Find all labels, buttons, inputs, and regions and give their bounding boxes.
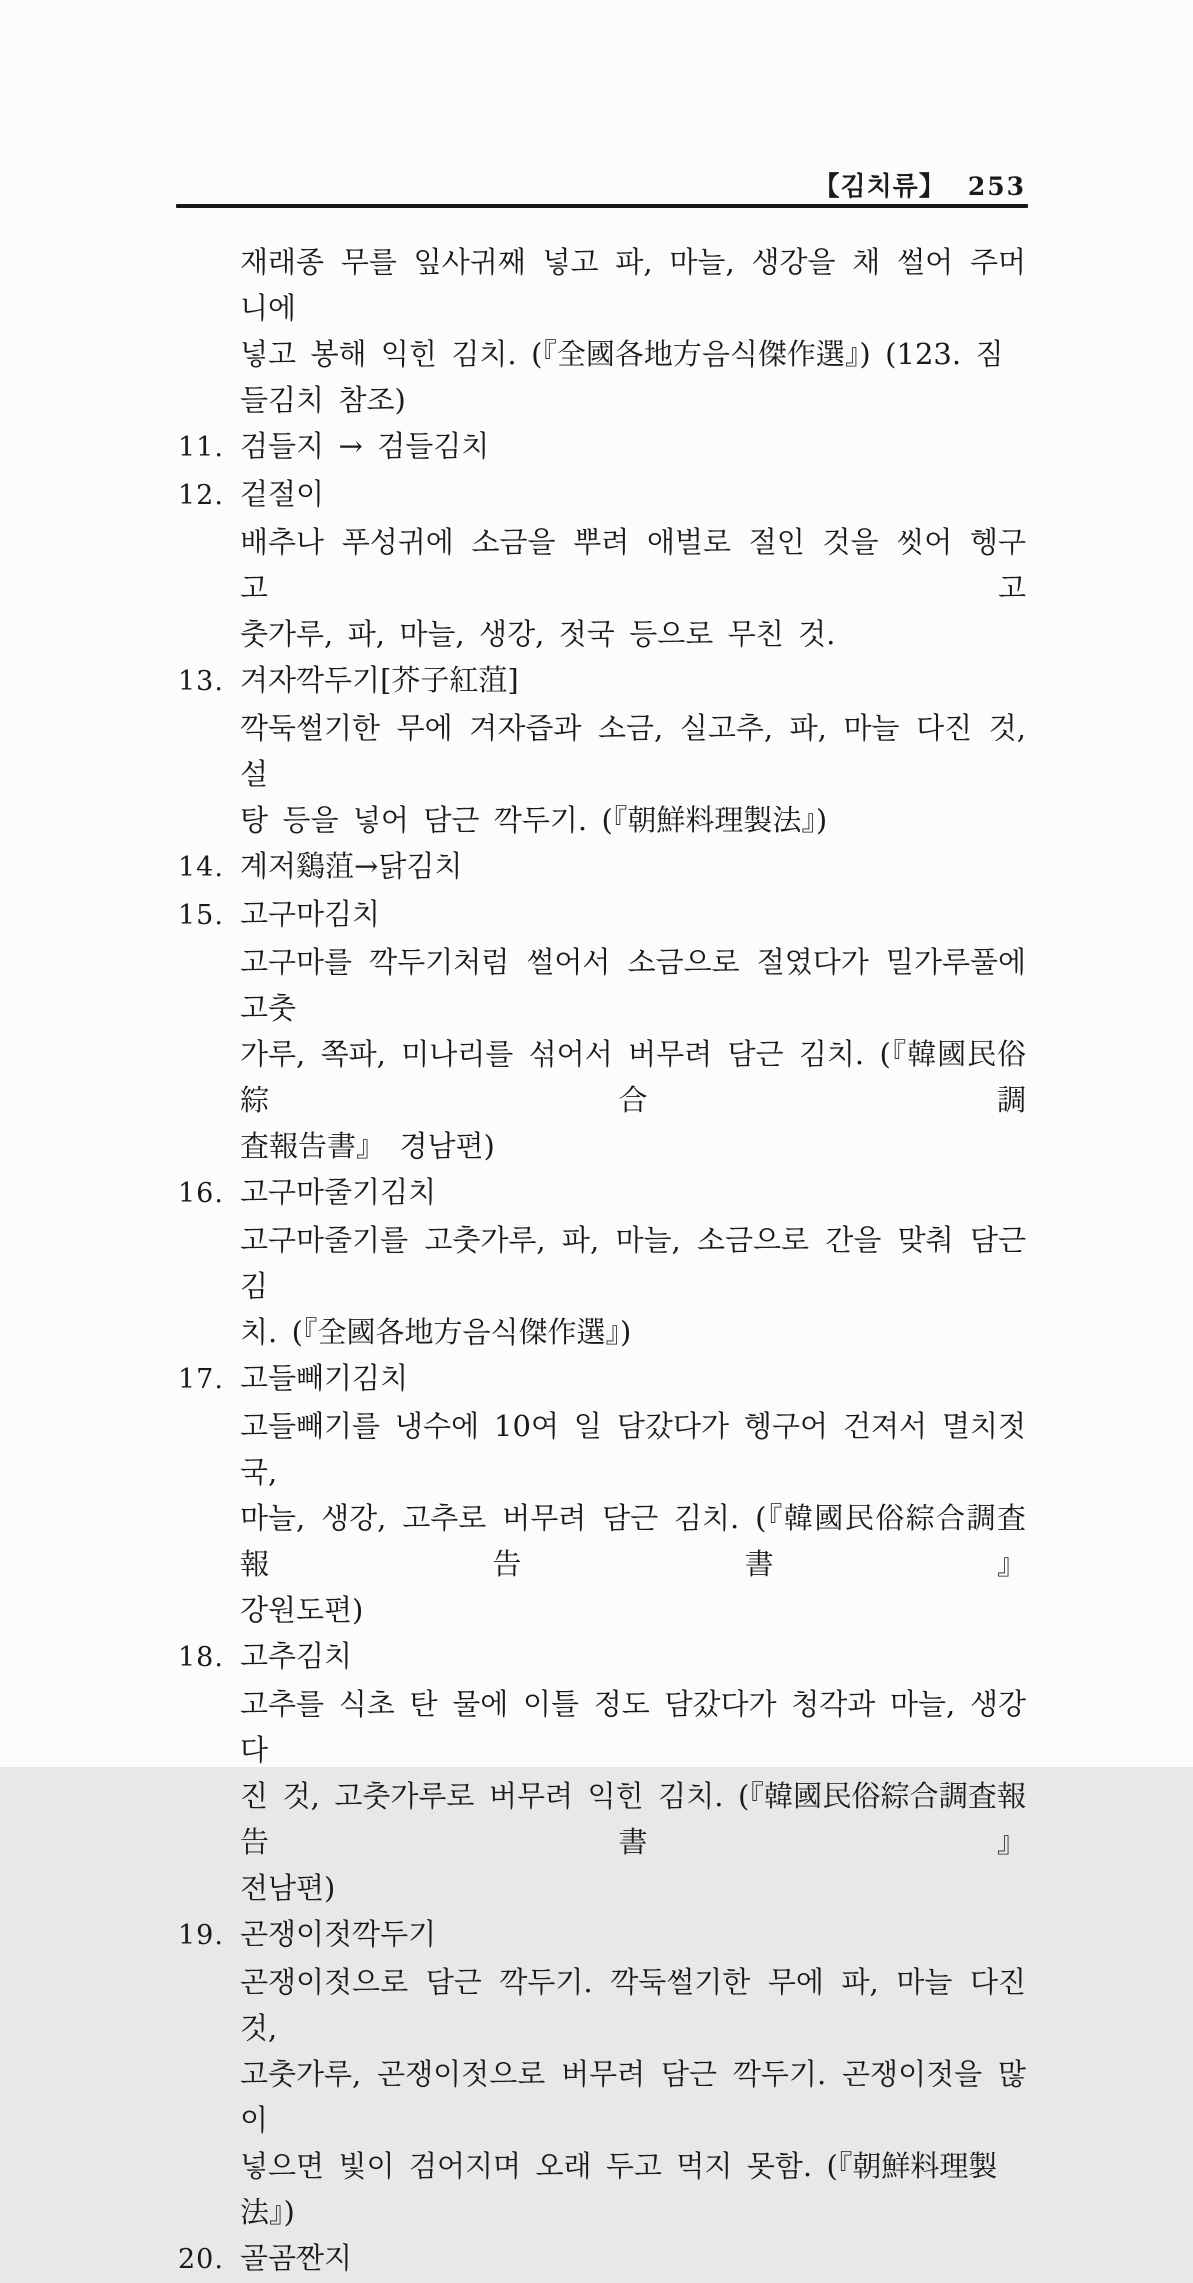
entry-description-line: 강원도편) bbox=[240, 1593, 364, 1627]
entry bbox=[178, 2235, 1026, 2283]
entry-title: 계저鷄菹→닭김치 bbox=[240, 849, 463, 883]
entry bbox=[178, 471, 1026, 519]
entry-description-line: 춧가루, 파, 마늘, 생강, 젓국 등으로 무친 것. bbox=[240, 617, 836, 651]
entry-description-line: 고춧가루, 곤쟁이젓으로 버무려 담근 깍두기. 곤쟁이젓을 많이 bbox=[240, 2057, 1026, 2137]
entry-description-line: 곤쟁이젓으로 담근 깍두기. 깍둑썰기한 무에 파, 마늘 다진 것, bbox=[240, 1965, 1026, 2045]
entry bbox=[178, 1355, 1026, 1403]
entry-description-line: 넣으면 빛이 검어지며 오래 두고 먹지 못함. (『朝鮮料理製法』) bbox=[240, 2149, 998, 2229]
entry-description-line: 査報告書』 경남편) bbox=[240, 1129, 495, 1163]
running-head bbox=[178, 172, 1026, 202]
entry-title: 곤쟁이젓깍두기 bbox=[240, 1917, 437, 1951]
entry-description-line: 전남편) bbox=[240, 1871, 336, 1905]
entry-number: 12. bbox=[178, 480, 224, 511]
entry-description-line: 가루, 쪽파, 미나리를 섞어서 버무려 담근 김치. (『韓國民俗綜合調 bbox=[240, 1037, 1026, 1117]
entry-description-line: 진 것, 고춧가루로 버무려 익힌 김치. (『韓國民俗綜合調査報告書』 bbox=[240, 1779, 1026, 1859]
entry bbox=[178, 657, 1026, 705]
entry-number: 20. bbox=[178, 2244, 224, 2275]
entry-number: 17. bbox=[178, 1364, 224, 1395]
entry bbox=[178, 1911, 1026, 1959]
entry-title: 고구마줄기김치 bbox=[240, 1175, 437, 1209]
entry-number: 19. bbox=[178, 1920, 224, 1951]
entry bbox=[178, 843, 1026, 891]
header-divider-rule bbox=[176, 204, 1028, 208]
entry-list bbox=[178, 239, 1026, 2283]
continued-entry-line: 넣고 봉해 익힌 김치. (『全國各地方음식傑作選』) (123. 짐들김치 참조) bbox=[240, 337, 1004, 417]
entry-description-line: 고추를 식초 탄 물에 이틀 정도 담갔다가 청각과 마늘, 생강 다 bbox=[240, 1687, 1026, 1767]
entry-description-line: 고구마를 깍두기처럼 썰어서 소금으로 절였다가 밀가루풀에 고춧 bbox=[240, 945, 1026, 1025]
entry-description-line: 고구마줄기를 고춧가루, 파, 마늘, 소금으로 간을 맞춰 담근 김 bbox=[240, 1223, 1026, 1303]
section-label: 【김치류】 bbox=[813, 172, 946, 202]
entry-description-line: 마늘, 생강, 고추로 버무려 담근 김치. (『韓國民俗綜合調査報告書』 bbox=[240, 1501, 1026, 1581]
continued-entry-line: 재래종 무를 잎사귀째 넣고 파, 마늘, 생강을 채 썰어 주머니에 bbox=[240, 245, 1026, 325]
entry bbox=[178, 891, 1026, 939]
entry-description-line: 탕 등을 넣어 담근 깍두기. (『朝鮮料理製法』) bbox=[240, 803, 828, 837]
entry bbox=[178, 1633, 1026, 1681]
entry-title: 골곰짠지 bbox=[240, 2241, 353, 2275]
entry-title: 겨자깍두기[芥子紅菹] bbox=[240, 663, 519, 697]
entry-number: 14. bbox=[178, 852, 224, 883]
entry-title: 고구마김치 bbox=[240, 897, 381, 931]
entry-title: 고추김치 bbox=[240, 1639, 353, 1673]
entry-title: 고들빼기김치 bbox=[240, 1361, 409, 1395]
entry-number: 15. bbox=[178, 900, 224, 931]
entry-number: 16. bbox=[178, 1178, 224, 1209]
entry bbox=[178, 1169, 1026, 1217]
entry-description-line: 배추나 푸성귀에 소금을 뿌려 애벌로 절인 것을 씻어 헹구고 고 bbox=[240, 525, 1026, 605]
entry-title: 겉절이 bbox=[240, 477, 325, 511]
entry-description-line: 치. (『全國各地方음식傑作選』) bbox=[240, 1315, 632, 1349]
entry bbox=[178, 423, 1026, 471]
entry-number: 18. bbox=[178, 1642, 224, 1673]
entry-title: 검들지 → 검들김치 bbox=[240, 429, 490, 463]
page-number: 253 bbox=[967, 172, 1026, 201]
entry-number: 11. bbox=[178, 432, 224, 463]
entry-number: 13. bbox=[178, 666, 224, 697]
entry-description-line: 깍둑썰기한 무에 겨자즙과 소금, 실고추, 파, 마늘 다진 것, 설 bbox=[240, 711, 1026, 791]
entry-description-line: 고들빼기를 냉수에 10여 일 담갔다가 헹구어 건져서 멸치젓국, bbox=[240, 1409, 1026, 1489]
